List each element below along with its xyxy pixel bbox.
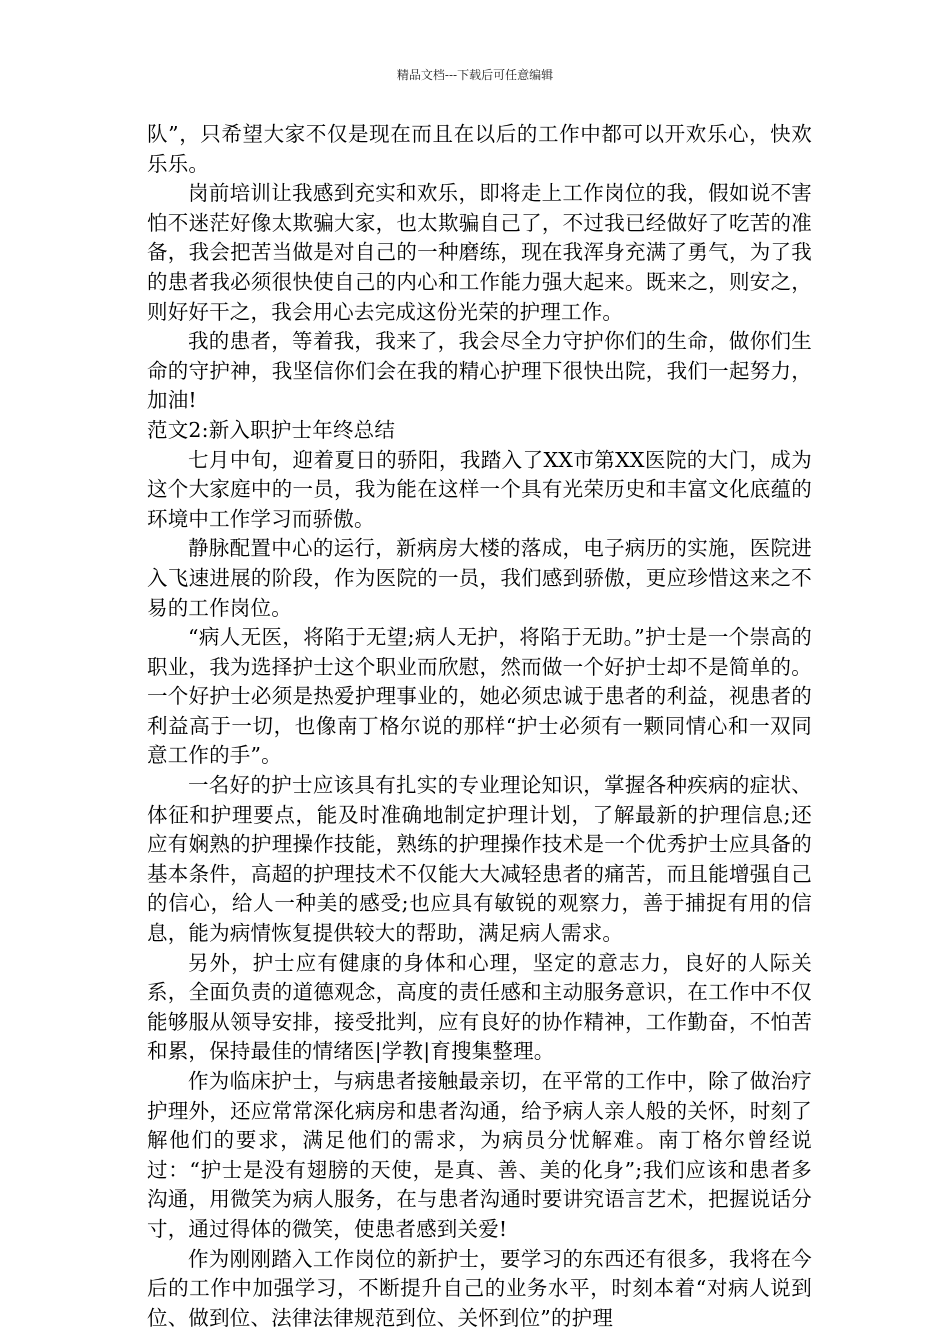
paragraph: 作为刚刚踏入工作岗位的新护士，要学习的东西还有很多，我将在今后的工作中加强学习，不断提升自己的业务水平，时刻本着“对病人说到位、做到位、法律法律规范到位、关怀到位”的护理 <box>147 1246 812 1330</box>
paragraph: 作为临床护士，与病患者接触最亲切，在平常的工作中，除了做治疗护理外，还应常常深化病房和患者沟通，给予病人亲人般的关怀，时刻了解他们的要求，满足他们的需求，为病员分忧解难。南丁格尔曾经说过：“护士是没有翅膀的天使，是真、善、美的化身”;我们应该和患者多沟通，用微笑为病人服务，在与患者沟通时要讲究语言艺术，把握说话分寸，通过得体的微笑，使患者感到关爱! <box>147 1069 812 1241</box>
paragraph: 静脉配置中心的运行，新病房大楼的落成，电子病历的实施，医院进入飞速进展的阶段，作为医院的一员，我们感到骄傲，更应珍惜这来之不易的工作岗位。 <box>147 536 812 620</box>
paragraph: “病人无医，将陷于无望;病人无护，将陷于无助。”护士是一个崇高的职业，我为选择护士这个职业而欣慰，然而做一个好护士却不是简单的。一个好护士必须是热爱护理事业的，她必须忠诚于患者的利益，视患者的利益高于一切，也像南丁格尔说的那样“护士必须有一颗同情心和一双同意工作的手”。 <box>147 625 812 768</box>
document-body <box>147 120 812 1333</box>
paragraph: 队”，只希望大家不仅是现在而且在以后的工作中都可以开欢乐心，快欢乐乐。 <box>147 122 812 176</box>
section-heading: 范文2:新入职护士年终总结 <box>147 417 396 442</box>
paragraph: 我的患者，等着我，我来了，我会尽全力守护你们的生命，做你们生命的守护神，我坚信你们会在我的精心护理下很快出院，我们一起努力，加油! <box>147 329 812 413</box>
paragraph: 岗前培训让我感到充实和欢乐，即将走上工作岗位的我，假如说不害怕不迷茫好像太欺骗大家，也太欺骗自己了，不过我已经做好了吃苦的准备，我会把苦当做是对自己的一种磨练，现在我浑身充满了勇气，为了我的患者我必须很快使自己的内心和工作能力强大起来。既来之，则安之，则好好干之，我会用心去完成这份光荣的护理工作。 <box>147 181 812 324</box>
paragraph: 一名好的护士应该具有扎实的专业理论知识，掌握各种疾病的症状、体征和护理要点，能及时准确地制定护理计划，了解最新的护理信息;还应有娴熟的护理操作技能，熟练的护理操作技术是一个优秀护士应具备的基本条件，高超的护理技术不仅能大大减轻患者的痛苦，而且能增强自己的信心，给人一种美的感受;也应具有敏锐的观察力，善于捕捉有用的信息，能为病情恢复提供较大的帮助，满足病人需求。 <box>147 773 812 946</box>
paragraph: 另外，护士应有健康的身体和心理，坚定的意志力，良好的人际关系，全面负责的道德观念，高度的责任感和主动服务意识，在工作中不仅能够服从领导安排，接受批判，应有良好的协作精神，工作勤奋，不怕苦和累，保持最佳的情绪医|学教|育搜集整理。 <box>147 950 812 1064</box>
paragraph: 七月中旬，迎着夏日的骄阳，我踏入了XX市第XX医院的大门，成为这个大家庭中的一员，我为能在这样一个具有光荣历史和丰富文化底蕴的环境中工作学习而骄傲。 <box>147 447 812 531</box>
page-header: 精品文档---下载后可任意编辑 <box>396 68 554 82</box>
